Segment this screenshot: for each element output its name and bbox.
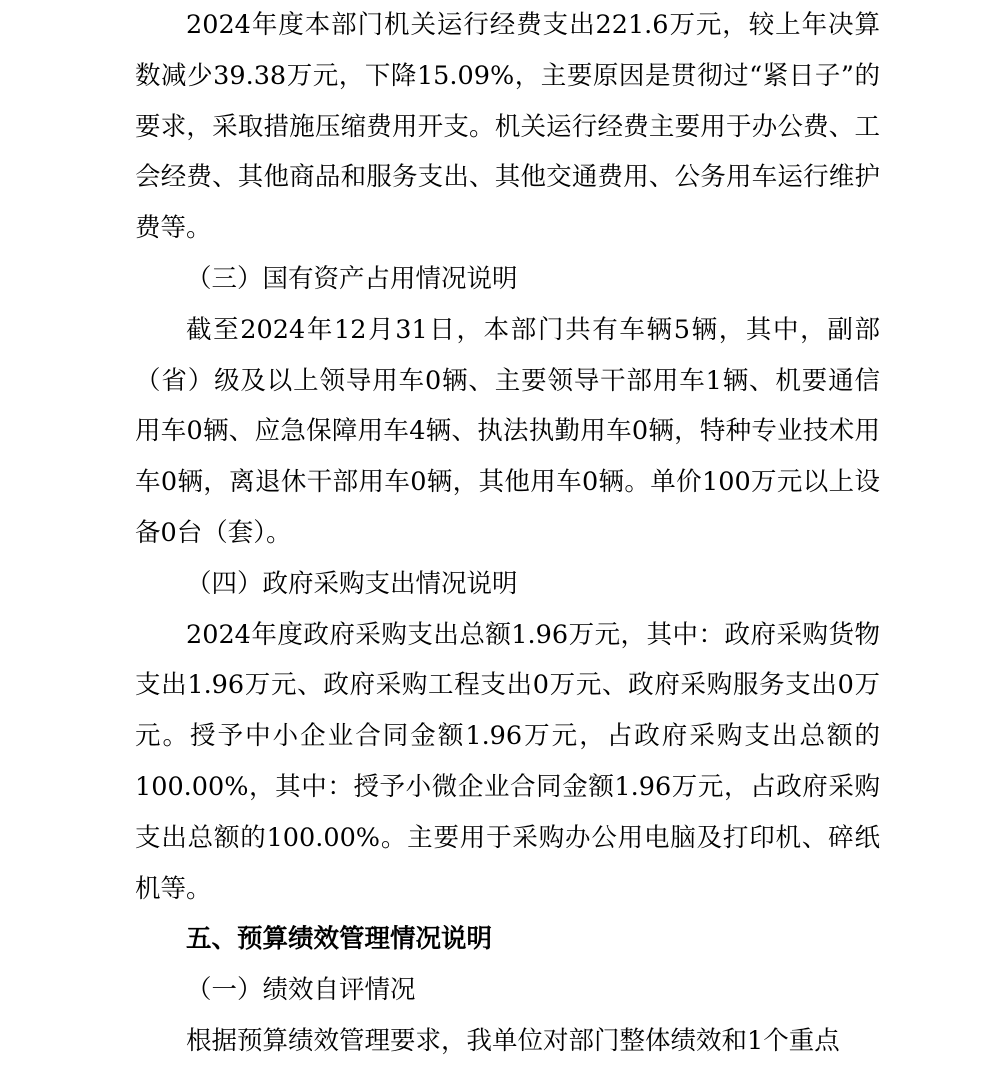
heading-self-evaluation: （一）绩效自评情况: [186, 975, 416, 1006]
paragraph-assets: 截至2024年12月31日，本部门共有车辆5辆，其中，副部（省）级及以上领导用车0辆、主要领导干部用车1辆、机要通信用车0辆、应急保障用车4辆、执法执勤用车0辆，特种专业技术用车0辆，离退休干部用车0辆，其他用车0辆。单价100万元以上设备0台（套）。: [135, 314, 880, 548]
paragraph-self-evaluation: 根据预算绩效管理要求，我单位对部门整体绩效和1个重点: [186, 1025, 840, 1056]
document-page: [135, 0, 880, 1067]
heading-assets: （三）国有资产占用情况说明: [186, 263, 518, 294]
paragraph-operating-costs: 2024年度本部门机关运行经费支出221.6万元，较上年决算数减少39.38万元，下降15.09%，主要原因是贯彻过“紧日子”的要求，采取措施压缩费用开支。机关运行经费主要用于办公费、工会经费、其他商品和服务支出、其他交通费用、公务用车运行维护费等。: [135, 10, 880, 244]
heading-performance: 五、预算绩效管理情况说明: [186, 924, 493, 955]
heading-procurement: （四）政府采购支出情况说明: [186, 568, 518, 599]
paragraph-procurement: 2024年度政府采购支出总额1.96万元，其中：政府采购货物支出1.96万元、政府采购工程支出0万元、政府采购服务支出0万元。授予中小企业合同金额1.96万元，占政府采购支出总额的100.00%，其中：授予小微企业合同金额1.96万元，占政府采购支出总额的100.00%。主要用于采购办公用电脑及打印机、碎纸机等。: [135, 619, 880, 904]
